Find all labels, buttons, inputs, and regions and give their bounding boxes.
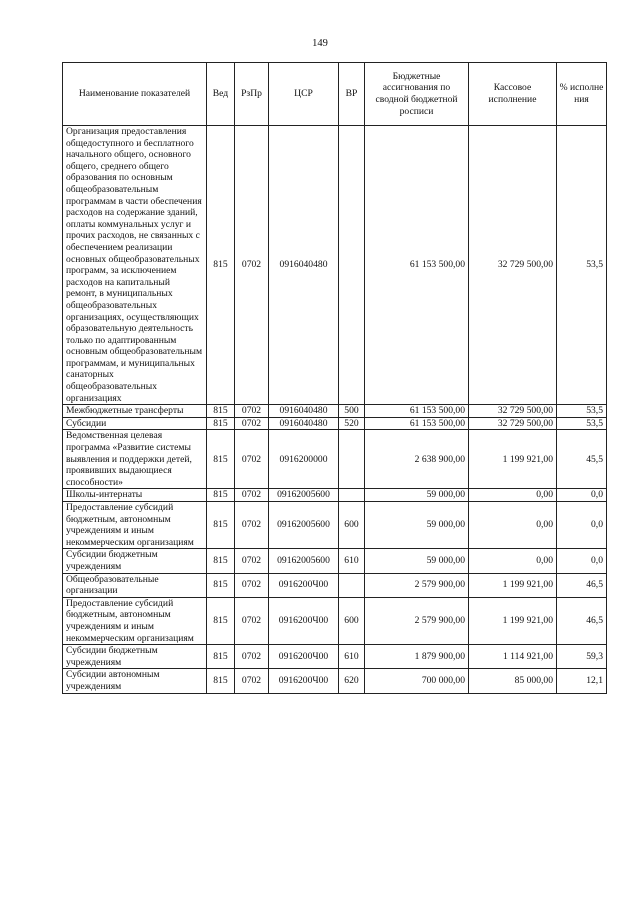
cell-cash: 1 114 921,00 xyxy=(469,645,557,669)
cell-name: Межбюджетные трансферты xyxy=(63,405,207,418)
header-name: Наименование показателей xyxy=(63,63,207,126)
cell-pct: 0,0 xyxy=(557,502,607,549)
table-row xyxy=(63,417,607,430)
cell-name: Предоставление субсидий бюджетным, автономным учреждениям и иным некоммерческим организациям xyxy=(63,502,207,549)
cell-name: Субсидии бюджетным учреждениям xyxy=(63,645,207,669)
cell-budget: 1 879 900,00 xyxy=(365,645,469,669)
table-row xyxy=(63,502,607,549)
table-row xyxy=(63,430,607,489)
cell-vr xyxy=(339,489,365,502)
cell-budget: 61 153 500,00 xyxy=(365,405,469,418)
cell-ved: 815 xyxy=(207,502,235,549)
cell-cash: 1 199 921,00 xyxy=(469,573,557,597)
cell-name: Общеобразовательные организации xyxy=(63,573,207,597)
header-rzpr: РзПр xyxy=(235,63,269,126)
cell-budget: 59 000,00 xyxy=(365,502,469,549)
cell-rzpr: 0702 xyxy=(235,669,269,693)
header-ved: Вед xyxy=(207,63,235,126)
cell-ved: 815 xyxy=(207,405,235,418)
cell-name: Предоставление субсидий бюджетным, автономным учреждениям и иным некоммерческим организациям xyxy=(63,597,207,644)
cell-pct: 53,5 xyxy=(557,417,607,430)
cell-vr: 500 xyxy=(339,405,365,418)
cell-csr: 0916040480 xyxy=(269,405,339,418)
table-row xyxy=(63,549,607,573)
cell-rzpr: 0702 xyxy=(235,417,269,430)
header-csr: ЦСР xyxy=(269,63,339,126)
cell-csr: 09162005600 xyxy=(269,502,339,549)
cell-ved: 815 xyxy=(207,669,235,693)
cell-vr: 610 xyxy=(339,645,365,669)
cell-name: Субсидии бюджетным учреждениям xyxy=(63,549,207,573)
cell-vr xyxy=(339,573,365,597)
page-number: 149 xyxy=(312,38,328,49)
cell-ved: 815 xyxy=(207,126,235,405)
table-row xyxy=(63,669,607,693)
cell-ved: 815 xyxy=(207,430,235,489)
cell-ved: 815 xyxy=(207,549,235,573)
cell-ved: 815 xyxy=(207,489,235,502)
cell-name: Организация предоставления общедоступного и бесплатного начального общего, основного общего, среднего общего образования по основным общеобразовательным программам в части обеспечения расходов на содержание зданий, оплаты коммунальных услуг и прочих расходов, не связанных с обеспечением реализации основных общеобразовательных программ, за исключением расходов на капитальный ремонт, в муниципальных общеобразовательных организациях, осуществляющих образовательную деятельность только по адаптированным основным общеобразовательным программам, и муниципальных санаторных общеобразовательных организациях xyxy=(63,126,207,405)
cell-pct: 46,5 xyxy=(557,597,607,644)
cell-budget: 700 000,00 xyxy=(365,669,469,693)
table-row xyxy=(63,645,607,669)
header-cash: Кассовое исполнение xyxy=(469,63,557,126)
cell-vr xyxy=(339,126,365,405)
cell-rzpr: 0702 xyxy=(235,430,269,489)
cell-budget: 59 000,00 xyxy=(365,489,469,502)
cell-csr: 0916200Ч00 xyxy=(269,645,339,669)
cell-pct: 46,5 xyxy=(557,573,607,597)
cell-vr: 620 xyxy=(339,669,365,693)
cell-csr: 0916200Ч00 xyxy=(269,597,339,644)
cell-budget: 61 153 500,00 xyxy=(365,417,469,430)
cell-pct: 0,0 xyxy=(557,549,607,573)
cell-pct: 53,5 xyxy=(557,405,607,418)
cell-name: Ведомственная целевая программа «Развитие системы выявления и поддержки детей, проявивших выдающиеся способности» xyxy=(63,430,207,489)
cell-csr: 0916200Ч00 xyxy=(269,573,339,597)
cell-budget: 61 153 500,00 xyxy=(365,126,469,405)
table-row xyxy=(63,489,607,502)
cell-cash: 1 199 921,00 xyxy=(469,430,557,489)
cell-ved: 815 xyxy=(207,597,235,644)
cell-cash: 0,00 xyxy=(469,549,557,573)
cell-csr: 0916040480 xyxy=(269,126,339,405)
cell-rzpr: 0702 xyxy=(235,405,269,418)
header-budget: Бюджетные ассигнования по сводной бюджетной росписи xyxy=(365,63,469,126)
cell-cash: 32 729 500,00 xyxy=(469,126,557,405)
table-row xyxy=(63,573,607,597)
header-pct: % исполне ния xyxy=(557,63,607,126)
cell-rzpr: 0702 xyxy=(235,597,269,644)
cell-cash: 32 729 500,00 xyxy=(469,405,557,418)
cell-vr: 520 xyxy=(339,417,365,430)
cell-rzpr: 0702 xyxy=(235,573,269,597)
cell-budget: 59 000,00 xyxy=(365,549,469,573)
cell-vr xyxy=(339,430,365,489)
cell-csr: 0916200Ч00 xyxy=(269,669,339,693)
cell-cash: 85 000,00 xyxy=(469,669,557,693)
cell-name: Школы-интернаты xyxy=(63,489,207,502)
cell-cash: 32 729 500,00 xyxy=(469,417,557,430)
cell-pct: 59,3 xyxy=(557,645,607,669)
cell-cash: 0,00 xyxy=(469,489,557,502)
table-row xyxy=(63,597,607,644)
cell-rzpr: 0702 xyxy=(235,502,269,549)
cell-cash: 1 199 921,00 xyxy=(469,597,557,644)
table-header-row xyxy=(63,63,607,126)
cell-rzpr: 0702 xyxy=(235,549,269,573)
cell-ved: 815 xyxy=(207,645,235,669)
cell-name: Субсидии xyxy=(63,417,207,430)
cell-vr: 610 xyxy=(339,549,365,573)
cell-pct: 0,0 xyxy=(557,489,607,502)
cell-name: Субсидии автономным учреждениям xyxy=(63,669,207,693)
cell-budget: 2 638 900,00 xyxy=(365,430,469,489)
cell-vr: 600 xyxy=(339,597,365,644)
header-vr: ВР xyxy=(339,63,365,126)
cell-budget: 2 579 900,00 xyxy=(365,573,469,597)
cell-vr: 600 xyxy=(339,502,365,549)
cell-rzpr: 0702 xyxy=(235,126,269,405)
cell-budget: 2 579 900,00 xyxy=(365,597,469,644)
table-row xyxy=(63,405,607,418)
cell-csr: 0916040480 xyxy=(269,417,339,430)
cell-pct: 12,1 xyxy=(557,669,607,693)
cell-csr: 09162005600 xyxy=(269,549,339,573)
table-row xyxy=(63,126,607,405)
cell-csr: 0916200000 xyxy=(269,430,339,489)
cell-pct: 45,5 xyxy=(557,430,607,489)
cell-ved: 815 xyxy=(207,573,235,597)
cell-csr: 09162005600 xyxy=(269,489,339,502)
budget-table xyxy=(62,62,607,694)
cell-cash: 0,00 xyxy=(469,502,557,549)
cell-ved: 815 xyxy=(207,417,235,430)
cell-pct: 53,5 xyxy=(557,126,607,405)
cell-rzpr: 0702 xyxy=(235,645,269,669)
cell-rzpr: 0702 xyxy=(235,489,269,502)
